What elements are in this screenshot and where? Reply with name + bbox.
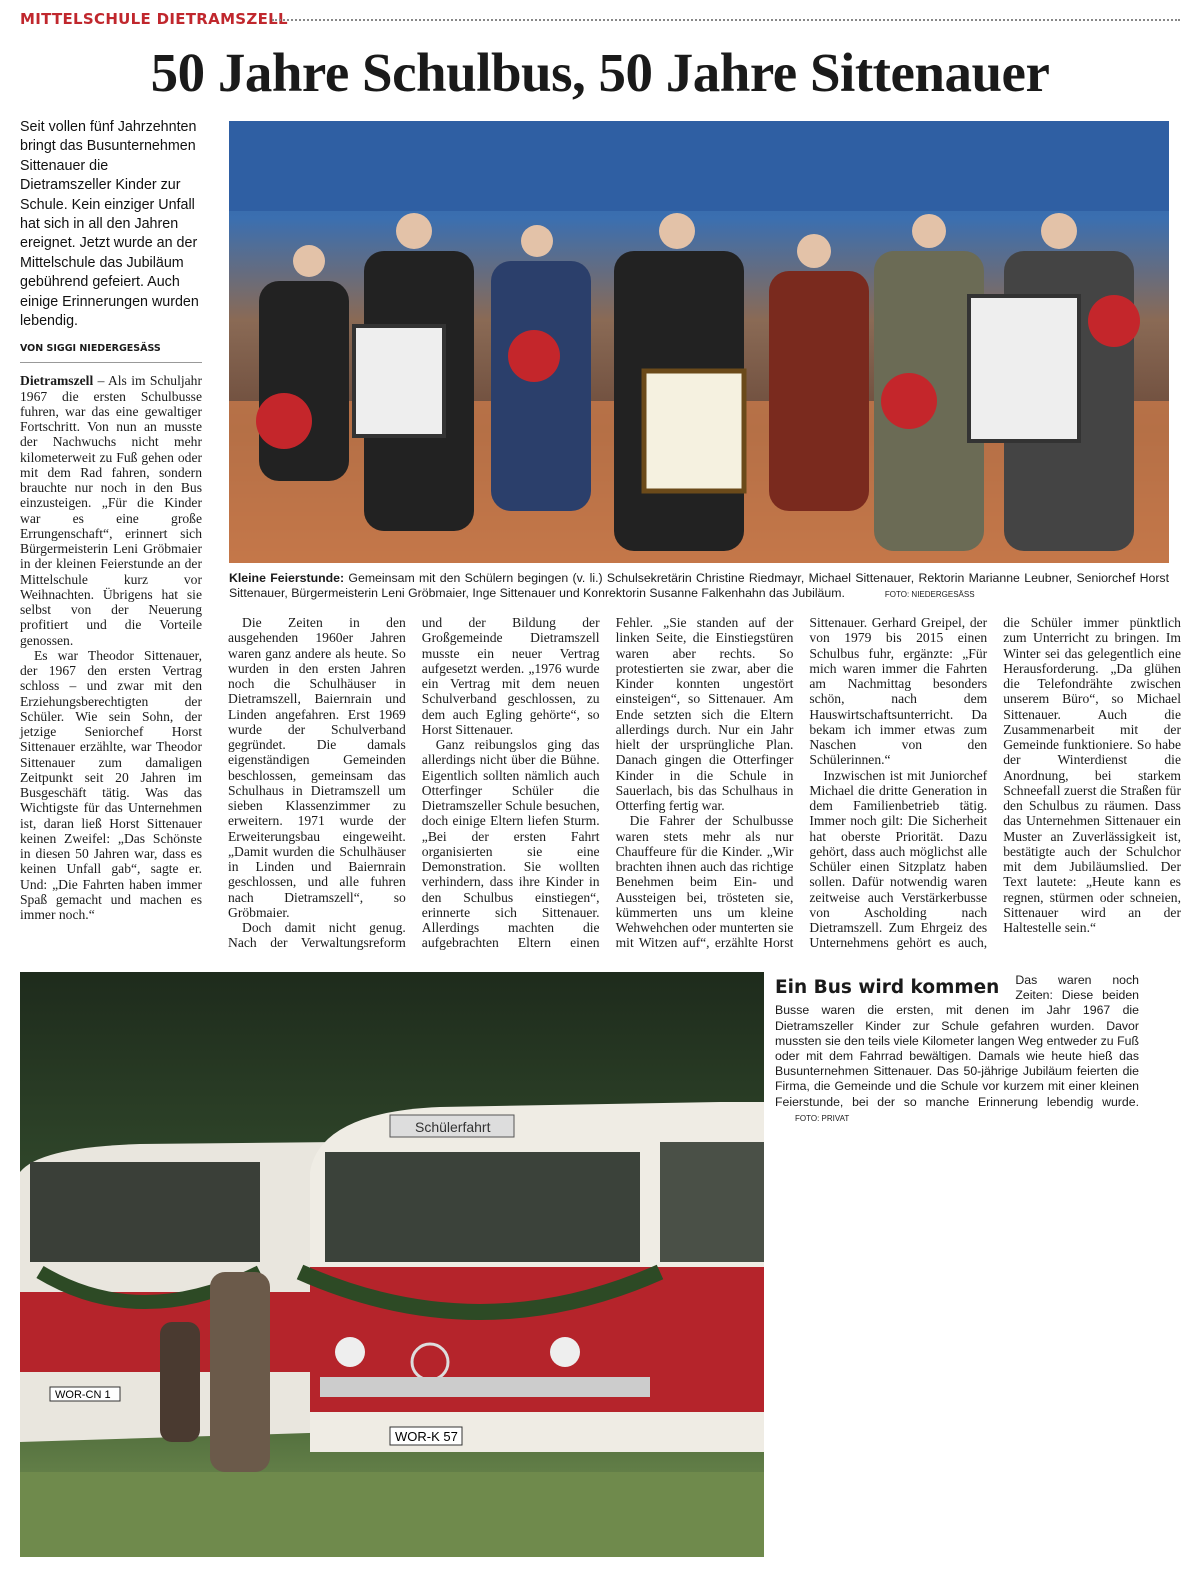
- ceremony-photo: [229, 121, 1169, 563]
- dateline: Dietramszell: [20, 373, 94, 389]
- box-text: Das waren noch Zeiten: Diese beiden Busse waren die ersten, mit denen im Jahr 1967 die Dietramszeller Kinder zur Schule gefahren wurden. Davor mussten sie den teils viele Kilometer langen Weg entweder zu Fuß oder mit dem Fahrrad bewältigen. Damals wie heute hieß das Busunternehmen Sittenauer. Das 50-jährige Jubiläum feierten die Firma, die Gemeinde und die Schule vor kurzem mit einer kleinen Feierstunde, bei der so manche Erinnerung lebendig wurde.: [775, 973, 1139, 1109]
- box-photo-credit: FOTO: PRIVAT: [795, 1113, 850, 1123]
- rubric-divider: [272, 19, 1180, 21]
- article-column-1: [20, 373, 202, 922]
- caption-label: Kleine Feierstunde:: [229, 571, 345, 585]
- paragraph: Die Zeiten in den ausgehenden 1960er Jahren waren ganz andere als heute. So wurden in den ersten Jahren noch die Schulhäuser in Dietramszell, Baiernrain und Linden angefahren. Erst 1969 wurde der Schulverband gegründet. Die damals eigenständigen Gemeinden beschlossen, gemeinsam das Schulhaus in Dietramszell um sieben Klassenzimmer zu erweitern. 1971 wurde der Erweiterungsbau eingeweiht. „Damit wurden die Schulhäuser in Linden und Baiernrain geschlossen, und alle fuhren nach Dietramszell“, so Gröbmaier.: [228, 615, 406, 920]
- paragraph: Es war Theodor Sittenauer, der 1967 den ersten Vertrag schloss – und zwar mit den Erziehungsberechtigten der Schüler. Wie sein Sohn, der jetzige Seniorchef Horst Sittenauer erzählte, war Theodor Sittenauer zum damaligen Zeitpunkt seit 20 Jahren im Busgeschäft tätig. Was das Wichtigste für das Unternehmen ist, daran ließ Horst Sittenauer keinen Zweifel: „Das Schönste in diesen 50 Jahren war, dass es keinen Unfall gab“, sagte er. Und: „Die Fahrten haben immer Spaß gemacht und machen es immer noch.“: [20, 647, 202, 923]
- paragraph: Doch damit nicht genug. Nach der Verwaltungsreform und der Bildung der Großgemeinde Dietramszell musste ein neuer Vertrag aufgesetzt werden. „1976 wurde ein Vertrag mit dem neuen Schulverband geschlossen, zu dem auch Egling gehörte“, so Horst Sittenauer.: [228, 615, 600, 951]
- caption-text: Gemeinsam mit den Schülern begingen (v. li.) Schulsekretärin Christine Riedmayr, Michael Sittenauer, Rektorin Marianne Leubner, Seniorchef Horst Sittenauer, Bürgermeisterin Leni Gröbmaier, Inge Sittenauer und Konrektorin Susanne Falkenhahn das Jubiläum.: [229, 571, 1169, 600]
- photo-credit: FOTO: NIEDERGESÄSS: [884, 590, 975, 599]
- left-column: [20, 118, 202, 922]
- historic-bus-photo: [20, 972, 764, 1557]
- paragraph: Die Fahrer der Schulbusse waren stets mehr als nur Chauffeure für die Kinder. „Wir brachten ihnen auch das richtige Benehmen beim Ein- und Aussteigen bei, trösteten sie, kümmerten uns um kleine Wehwehchen oder munterten sie mit Witzen auf“, erzählte Horst Sittenauer. Gerhard Greipel, der von 1979 bis 2015 einen Schulbus fuhr, ergänzte: „Für mich waren immer die Fahrten am Nachmittag besonders schön, nach dem Hauswirtschaftsunterricht. Da bekam ich immer etwas zum Naschen von den Schülerinnen.“: [615, 615, 988, 951]
- byline: VON SIGGI NIEDERGESÄSS: [20, 343, 202, 363]
- article-columns-2-6: [228, 615, 1181, 951]
- paragraph: – Als im Schuljahr 1967 die ersten Schulbusse fuhren, war das eine gewaltiger Fortschritt. Von nun an musste der Nachwuchs nicht mehr kilometerweit zu Fuß gehen oder mit dem Rad fahren, sondern brauchte nur noch in den Bus einzusteigen. „Für die Kinder war es eine große Errungenschaft“, erinnert sich Bürgermeisterin Leni Gröbmaier in der kleinen Feierstunde an der Mittelschule kurz vor Weihnachten. Übrigens hat sie selbst von der Neuerung profitiert und die Vorteile genossen.: [20, 373, 202, 648]
- destination-sign: Schülerfahrt: [415, 1119, 491, 1135]
- box-title: Ein Bus wird kommen: [775, 977, 1000, 998]
- plate-front: WOR-K 57: [395, 1429, 458, 1444]
- paragraph: Ganz reibungslos ging das allerdings nicht über die Bühne. Eigentlich sollten nämlich auch Otterfinger Schüler die Dietramszeller Schule besuchen, doch einige Eltern liefen Sturm. „Bei der ersten Fahrt organisierten sie eine Demonstration. Sie wollten verhindern, dass ihre Kinder in den Schulbus einstiegen“, erinnerte sich Sittenauer. Allerdings machten die aufgebrachten Eltern einen Fehler. „Sie standen auf der linken Seite, die Einstiegstüren waren aber rechts. So protestierten sie zwar, aber die Kinder konnten ungestört einsteigen“, so Sittenauer. Am Ende setzten sich die Eltern allerdings durch. Nur ein Jahr hielt der ursprüngliche Plan. Danach gingen die Otterfinger Kinder in die Schule in Sauerlach, bis das Schulhaus in Otterfing fertig war.: [421, 615, 794, 951]
- section-rubric: MITTELSCHULE DIETRAMSZELL: [20, 10, 288, 28]
- headline: 50 Jahre Schulbus, 50 Jahre Sittenauer: [150, 42, 1050, 103]
- lead-text: Seit vollen fünf Jahrzehnten bringt das Busunternehmen Sittenauer die Dietramszeller Kinder zur Schule. Kein einziger Unfall hat sich in all den Jahren ereignet. Jetzt wurde an der Mittelschule das Jubiläum gebührend gefeiert. Auch einige Erinnerungen wurden lebendig.: [20, 119, 199, 330]
- bus-photo-caption-box: [775, 973, 1139, 1126]
- photo-caption: [229, 571, 1169, 602]
- paragraph: Inzwischen ist mit Juniorchef Michael die dritte Generation in dem Familienbetrieb tätig. Immer noch gilt: Die Sicherheit hat oberste Priorität. Dazu gehört, dass auch möglichst alle Schüler einen Sitzplatz haben sollen. Dafür notwendig waren zeitweise auch Verstärkerbusse von Ascholding nach Dietramszell. Zum Ehrgeiz des Unternehmens gehört es auch, die Schüler immer pünktlich zum Unterricht zu bringen. Im Winter sei das gelegentlich eine Herausforderung. „Da glühen die Telefondrähte zwischen unserem Büro“, so Michael Sittenauer. Auch die Zusammenarbeit mit der Gemeinde funktioniere. So habe der Winterdienst die Anordnung, bei starkem Schneefall zuerst die Straßen für den Schulbus zu räumen. Dass das Unternehmen Sittenauer ein Muster an Zuverlässigkeit ist, bestätigte auch der Schulchor mit dem Jubiläumslied. Der Text lautete: „Heute kann es regnen, stürmen oder schneien, Sittenauer wird an der Haltestelle sein.“: [809, 615, 1181, 951]
- plate-back: WOR-CN 1: [55, 1389, 111, 1401]
